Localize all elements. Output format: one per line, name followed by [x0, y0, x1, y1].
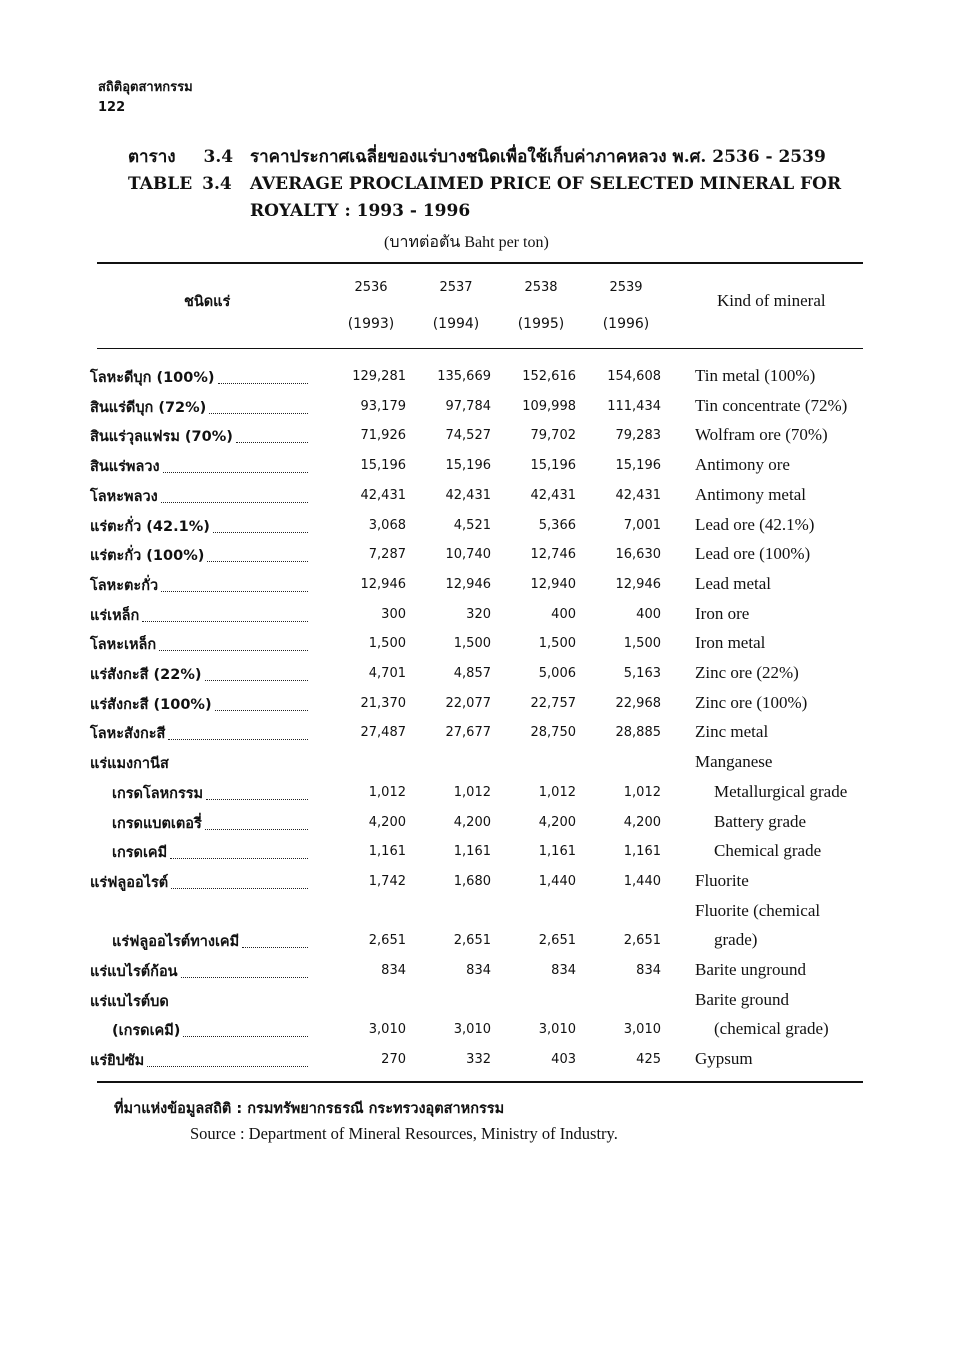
mineral-english: Gypsum — [695, 1049, 753, 1069]
mineral-thai — [90, 574, 158, 597]
mineral-english: Chemical grade — [714, 841, 822, 861]
price-cell: 1,012 — [368, 784, 406, 800]
table-row — [90, 752, 880, 781]
mineral-english: Lead ore (100%) — [695, 544, 811, 564]
price-cell: 12,946 — [445, 576, 491, 592]
mineral-english: Barite unground — [695, 960, 806, 979]
mineral-english: Wolfram ore (70%) — [695, 425, 828, 445]
price-cell: 42,431 — [530, 487, 576, 503]
mineral-english: Fluorite (chemical — [695, 900, 821, 920]
price-cell: 152,616 — [522, 369, 576, 384]
price-cell: 27,677 — [445, 725, 491, 741]
price-cell: 270 — [381, 1052, 406, 1068]
price-cell: 1,440 — [623, 873, 661, 889]
year-header-english: (1996) — [602, 316, 650, 332]
mineral-thai — [90, 633, 156, 656]
mineral-thai-label: โลหะดีบุก (100%) — [90, 370, 215, 386]
mineral-thai — [90, 604, 139, 627]
column-header-english: Kind of mineral — [717, 291, 826, 310]
mineral-thai — [90, 544, 204, 567]
mineral-thai-label: โลหะเหล็ก — [90, 637, 157, 654]
dot-leader — [205, 680, 308, 681]
price-cell: 1,500 — [538, 636, 576, 652]
price-cell: 74,527 — [445, 428, 491, 444]
running-title: สถิติอุตสาหกรรม — [98, 80, 193, 95]
price-cell: 400 — [636, 606, 661, 622]
price-cell: 1,680 — [453, 873, 491, 889]
price-cell: 21,370 — [360, 695, 406, 711]
mineral-english: Tin metal (100%) — [695, 366, 816, 385]
price-cell: 3,010 — [623, 1022, 661, 1038]
mineral-thai-label: โลหะสังกะสี — [90, 726, 166, 743]
table-row — [90, 1049, 880, 1078]
price-cell: 28,750 — [530, 725, 576, 741]
dot-leader — [207, 561, 308, 562]
running-header — [98, 78, 193, 118]
table-row — [90, 871, 880, 900]
mineral-thai — [112, 1019, 180, 1042]
mineral-english: Metallurgical grade — [714, 781, 848, 801]
price-cell: 1,161 — [368, 844, 406, 860]
table-row — [90, 396, 880, 425]
price-cell: 1,500 — [368, 636, 406, 652]
price-cell: 12,940 — [530, 576, 576, 592]
title-english-label: TABLE — [128, 174, 193, 194]
price-cell: 135,669 — [437, 369, 491, 384]
dot-leader — [183, 1036, 308, 1037]
price-cell: 4,200 — [538, 814, 576, 830]
mineral-english: Lead ore (42.1%) — [695, 514, 815, 534]
dot-leader — [209, 413, 308, 414]
price-cell: 300 — [381, 606, 406, 622]
table-row — [90, 515, 880, 544]
price-cell: 71,926 — [360, 428, 406, 444]
price-cell: 79,283 — [615, 428, 661, 444]
price-cell: 1,500 — [623, 636, 661, 652]
table-top-rule — [97, 262, 863, 264]
table-row — [90, 366, 880, 395]
table-row — [90, 425, 880, 454]
mineral-english: Antimony ore — [695, 455, 790, 475]
table-row — [90, 485, 880, 514]
price-cell: 3,068 — [368, 517, 406, 533]
price-cell: 15,196 — [360, 458, 406, 474]
dot-leader — [170, 858, 308, 859]
price-cell: 16,630 — [615, 547, 661, 563]
table-row — [90, 722, 880, 751]
mineral-thai-label: แร่ตะกั่ว (42.1%) — [90, 518, 210, 535]
dot-leader — [236, 442, 308, 443]
dot-leader — [161, 502, 308, 503]
dot-leader — [215, 710, 308, 711]
mineral-english: Barite ground — [695, 989, 789, 1009]
year-header-thai: 2536 — [354, 280, 388, 295]
table-row — [90, 663, 880, 692]
title-thai-label: ตาราง — [128, 147, 176, 167]
mineral-english: Zinc metal — [695, 722, 769, 742]
price-cell: 4,857 — [453, 666, 491, 681]
price-cell: 320 — [466, 606, 491, 622]
table-row — [90, 990, 880, 1019]
header-bottom-rule — [97, 348, 863, 349]
price-cell: 834 — [381, 963, 406, 978]
price-cell: 2,651 — [453, 933, 491, 949]
table-row — [90, 604, 880, 633]
title-english-text-2: ROYALTY : 1993 - 1996 — [250, 201, 471, 221]
table-bottom-rule — [97, 1081, 863, 1083]
price-cell: 42,431 — [445, 487, 491, 503]
mineral-thai-label: แร่แบไรต์บด — [90, 993, 169, 1010]
mineral-thai — [90, 485, 158, 508]
mineral-thai-label: สินแร่พลวง — [90, 459, 160, 476]
mineral-thai — [90, 693, 212, 716]
price-cell: 12,946 — [615, 576, 661, 592]
year-header-thai: 2537 — [439, 280, 473, 295]
table-row — [90, 930, 880, 959]
dot-leader — [142, 621, 308, 622]
title-thai-number: 3.4 — [203, 147, 234, 167]
mineral-english: Zinc ore (100%) — [695, 692, 808, 712]
mineral-thai-label: แร่ฟลูออไรต์ทางเคมี — [112, 934, 240, 951]
table-row — [90, 841, 880, 870]
price-cell: 15,196 — [615, 458, 661, 474]
dot-leader — [206, 799, 308, 800]
price-cell: 1,012 — [453, 784, 491, 800]
mineral-english: Manganese — [695, 752, 773, 772]
price-cell: 15,196 — [445, 458, 491, 474]
price-cell: 425 — [636, 1052, 661, 1068]
mineral-thai — [90, 425, 233, 448]
mineral-thai — [90, 990, 169, 1013]
price-cell: 834 — [636, 963, 661, 978]
dot-leader — [218, 383, 308, 384]
price-cell: 1,012 — [538, 784, 576, 800]
price-cell: 1,012 — [623, 784, 661, 800]
table-row — [90, 574, 880, 603]
mineral-english: Iron ore — [695, 603, 750, 623]
title-english-text-1: AVERAGE PROCLAIMED PRICE OF SELECTED MINERAL FOR — [250, 174, 842, 194]
mineral-thai — [112, 782, 203, 805]
source-thai: ที่มาแห่งข้อมูลสถิติ : กรมทรัพยากรธรณี กระทรวงอุตสาหกรรม — [114, 1101, 505, 1117]
price-cell: 400 — [551, 606, 576, 622]
table-row — [90, 544, 880, 573]
table-row — [90, 633, 880, 662]
table-row — [90, 455, 880, 484]
price-cell: 129,281 — [352, 369, 406, 384]
mineral-thai — [90, 396, 206, 419]
table-title — [128, 144, 888, 225]
price-cell: 3,010 — [538, 1022, 576, 1038]
price-cell: 2,651 — [623, 933, 661, 949]
price-cell: 93,179 — [360, 398, 406, 414]
mineral-english: Battery grade — [714, 811, 807, 831]
price-cell: 1,440 — [538, 873, 576, 889]
dot-leader — [163, 472, 308, 473]
price-cell: 1,500 — [453, 636, 491, 652]
price-cell: 4,701 — [368, 666, 406, 681]
dot-leader — [168, 739, 308, 740]
title-thai-text: ราคาประกาศเฉลี่ยของแร่บางชนิดเพื่อใช้เก็บค่าภาคหลวง พ.ศ. 2536 - 2539 — [250, 147, 826, 167]
price-cell: 4,521 — [453, 517, 491, 533]
unit-label: (บาทต่อตัน Baht per ton) — [384, 234, 549, 251]
price-cell: 97,784 — [445, 398, 491, 414]
table-row — [90, 693, 880, 722]
price-cell: 111,434 — [607, 398, 661, 414]
price-cell: 2,651 — [538, 933, 576, 949]
mineral-thai — [90, 871, 168, 894]
price-cell: 79,702 — [530, 428, 576, 444]
price-cell: 1,161 — [453, 844, 491, 860]
price-cell: 22,968 — [615, 695, 661, 711]
dot-leader — [205, 829, 308, 830]
year-header-thai: 2539 — [609, 280, 643, 295]
price-cell: 154,608 — [607, 369, 661, 384]
mineral-thai-label: เกรดแบตเตอรี่ — [112, 815, 202, 832]
price-cell: 1,161 — [538, 844, 576, 860]
price-cell: 4,200 — [368, 814, 406, 830]
price-cell: 834 — [551, 963, 576, 978]
year-header-thai: 2538 — [524, 280, 558, 295]
price-cell: 5,006 — [538, 666, 576, 681]
mineral-thai-label: แร่ตะกั่ว (100%) — [90, 548, 205, 565]
source-english: Source : Department of Mineral Resources, Ministry of Industry. — [190, 1124, 618, 1143]
dot-leader — [147, 1066, 308, 1067]
price-cell: 3,010 — [453, 1022, 491, 1038]
mineral-thai — [90, 752, 169, 775]
price-cell: 7,001 — [623, 517, 661, 533]
price-cell: 332 — [466, 1052, 491, 1068]
dot-leader — [181, 977, 308, 978]
dot-leader — [161, 591, 308, 592]
mineral-thai-label: แร่แมงกานีส — [90, 756, 169, 773]
mineral-thai-label: (เกรดเคมี) — [112, 1023, 181, 1040]
dot-leader — [171, 888, 308, 889]
mineral-thai-label: แร่แบไรต์ก้อน — [90, 964, 178, 980]
mineral-thai-label: แร่สังกะสี (100%) — [90, 696, 212, 713]
mineral-thai-label: เกรดโลหกรรม — [112, 785, 204, 802]
table-row — [90, 1019, 880, 1048]
mineral-thai-label: โลหะตะกั่ว — [90, 577, 159, 594]
mineral-thai — [90, 366, 215, 389]
dot-leader — [242, 947, 308, 948]
table-row — [90, 901, 880, 930]
mineral-thai-label: แร่สังกะสี (22%) — [90, 667, 202, 683]
price-cell: 22,757 — [530, 695, 576, 711]
price-cell: 12,746 — [530, 547, 576, 563]
year-header-english: (1995) — [517, 316, 565, 332]
mineral-english: Fluorite — [695, 870, 749, 890]
mineral-thai-label: สินแร่ดีบุก (72%) — [90, 399, 207, 416]
price-cell: 109,998 — [522, 398, 576, 414]
price-cell: 4,200 — [453, 814, 491, 830]
table-row — [90, 960, 880, 989]
mineral-thai-label: แร่ยิปซัม — [90, 1053, 145, 1070]
price-cell: 22,077 — [445, 695, 491, 711]
price-cell: 1,161 — [623, 844, 661, 860]
year-header-english: (1994) — [432, 316, 480, 332]
mineral-english: Tin concentrate (72%) — [695, 395, 848, 415]
mineral-english: Antimony metal — [695, 484, 806, 504]
mineral-english: Zinc ore (22%) — [695, 663, 799, 682]
price-cell: 5,163 — [623, 666, 661, 681]
price-cell: 10,740 — [445, 547, 491, 563]
title-thai — [128, 144, 888, 171]
mineral-english: Iron metal — [695, 633, 766, 653]
mineral-thai-label: สินแร่วุลแฟรม (70%) — [90, 429, 233, 446]
mineral-thai-label: เกรดเคมี — [112, 845, 168, 862]
mineral-thai — [90, 455, 160, 478]
price-cell: 5,366 — [538, 517, 576, 533]
title-english — [128, 171, 888, 198]
price-cell: 834 — [466, 963, 491, 978]
dot-leader — [213, 532, 308, 533]
mineral-english: Lead metal — [695, 573, 771, 593]
mineral-thai — [90, 722, 165, 745]
price-cell: 1,742 — [368, 873, 406, 889]
mineral-english: (chemical grade) — [714, 1019, 829, 1039]
mineral-english: grade) — [714, 930, 758, 950]
title-english-number: 3.4 — [202, 174, 232, 194]
price-cell: 42,431 — [615, 487, 661, 503]
price-cell: 42,431 — [360, 487, 406, 503]
price-cell: 7,287 — [368, 547, 406, 563]
table-row — [90, 782, 880, 811]
mineral-thai — [90, 663, 202, 686]
price-cell: 3,010 — [368, 1022, 406, 1038]
price-cell: 4,200 — [623, 814, 661, 830]
year-header-english: (1993) — [347, 316, 395, 332]
page-number: 122 — [98, 100, 126, 115]
dot-leader — [159, 650, 308, 651]
mineral-thai — [90, 515, 210, 538]
price-cell: 403 — [551, 1052, 576, 1068]
mineral-thai — [112, 812, 202, 835]
table-row — [90, 812, 880, 841]
mineral-thai — [112, 930, 239, 953]
mineral-thai-label: โลหะพลวง — [90, 488, 158, 505]
mineral-thai-label: แร่ฟลูออไรต์ — [90, 874, 169, 891]
price-cell: 12,946 — [360, 576, 406, 592]
mineral-thai — [112, 841, 167, 864]
column-header-thai: ชนิดแร่ — [184, 294, 231, 310]
mineral-thai — [90, 1049, 144, 1072]
price-cell: 2,651 — [368, 933, 406, 949]
mineral-thai — [90, 960, 178, 983]
price-cell: 27,487 — [360, 725, 406, 741]
mineral-thai-label: แร่เหล็ก — [90, 607, 140, 624]
price-cell: 15,196 — [530, 458, 576, 474]
price-cell: 28,885 — [615, 725, 661, 741]
